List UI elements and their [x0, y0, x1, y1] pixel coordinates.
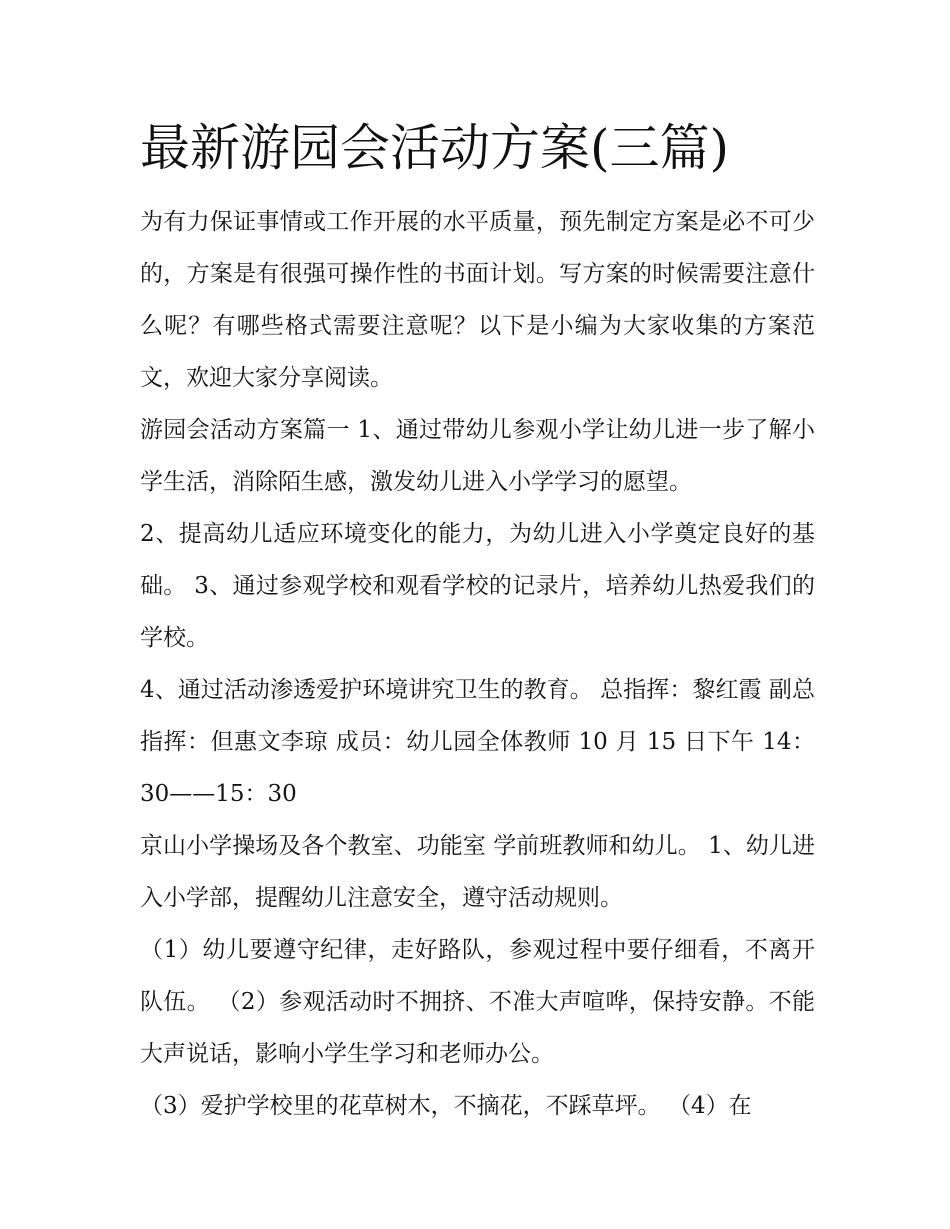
paragraph-location-process: 京山小学操场及各个教室、功能室 学前班教师和幼儿。 1、幼儿进入小学部，提醒幼儿注意安全，遵守活动规则。 [140, 833, 815, 911]
paragraph-rules-3-4: （3）爱护学校里的花草树木，不摘花，不踩草坪。 （4）在 [140, 1093, 752, 1119]
paragraph-goal-1: 游园会活动方案篇一 1、通过带幼儿参观小学让幼儿进一步了解小学生活，消除陌生感，激发幼儿进入小学学习的愿望。 [140, 417, 815, 495]
document-title: 最新游园会活动方案(三篇) [140, 119, 730, 177]
paragraph-goal-2-3: 2、提高幼儿适应环境变化的能力，为幼儿进入小学奠定良好的基础。 3、通过参观学校和观看学校的记录片，培养幼儿热爱我们的学校。 [140, 521, 815, 651]
paragraph-rules-1-2: （1）幼儿要遵守纪律，走好路队，参观过程中要仔细看，不离开队伍。 （2）参观活动时不拥挤、不准大声喧哗，保持安静。不能大声说话，影响小学生学习和老师办公。 [140, 937, 815, 1067]
paragraph-goal-4-staff-time: 4、通过活动渗透爱护环境讲究卫生的教育。 总指挥：黎红霞 副总指挥：但惠文李琼 成员：幼儿园全体教师 10 月 15 日下午 14：30——15：30 [140, 677, 815, 807]
paragraph-intro: 为有力保证事情或工作开展的水平质量，预先制定方案是必不可少的，方案是有很强可操作性的书面计划。写方案的时候需要注意什么呢？有哪些格式需要注意呢？以下是小编为大家收集的方案范文，欢迎大家分享阅读。 [140, 209, 815, 391]
document-body [140, 196, 815, 1132]
